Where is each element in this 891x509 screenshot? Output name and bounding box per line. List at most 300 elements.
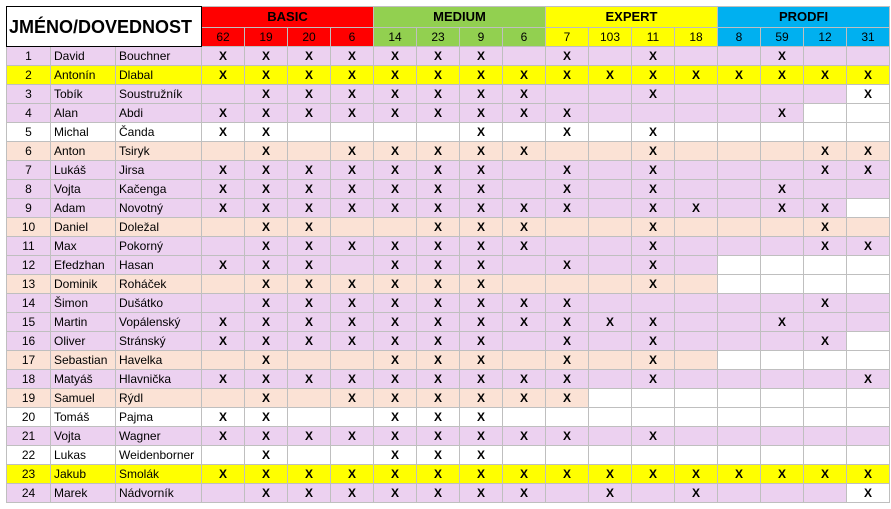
skill-cell: X	[460, 389, 503, 408]
skill-cell	[718, 180, 761, 199]
table-row	[7, 294, 890, 313]
skill-cell: X	[202, 123, 245, 142]
skill-code-basic: 19	[245, 28, 288, 47]
skill-cell	[675, 180, 718, 199]
skill-cell	[804, 180, 847, 199]
skill-cell: X	[546, 351, 589, 370]
skill-cell: X	[761, 104, 804, 123]
skill-cell	[804, 104, 847, 123]
skill-cell	[589, 408, 632, 427]
skill-cell: X	[331, 85, 374, 104]
skill-cell: X	[331, 427, 374, 446]
skill-cell	[761, 484, 804, 503]
skill-cell	[589, 85, 632, 104]
skill-cell: X	[374, 465, 417, 484]
skill-cell	[589, 275, 632, 294]
skill-cell	[847, 389, 890, 408]
table-row	[7, 142, 890, 161]
skill-cell: X	[632, 465, 675, 484]
skill-cell: X	[632, 199, 675, 218]
skill-cell: X	[460, 465, 503, 484]
skill-cell: X	[460, 332, 503, 351]
skill-cell	[675, 427, 718, 446]
skill-cell: X	[632, 351, 675, 370]
skill-cell: X	[417, 85, 460, 104]
skill-cell: X	[460, 294, 503, 313]
first-name: Šimon	[51, 294, 116, 313]
skill-cell: X	[589, 313, 632, 332]
skill-cell: X	[331, 275, 374, 294]
skill-cell	[675, 161, 718, 180]
skill-cell: X	[804, 465, 847, 484]
skill-cell	[675, 332, 718, 351]
skill-cell	[675, 256, 718, 275]
skill-cell: X	[675, 465, 718, 484]
skill-cell	[589, 237, 632, 256]
skill-cell	[675, 237, 718, 256]
skill-cell	[589, 142, 632, 161]
skill-cell: X	[546, 313, 589, 332]
skill-cell: X	[417, 161, 460, 180]
skill-code-basic: 62	[202, 28, 245, 47]
skill-cell	[589, 123, 632, 142]
skill-cell	[374, 218, 417, 237]
skill-cell: X	[675, 199, 718, 218]
skill-cell: X	[503, 427, 546, 446]
skill-cell: X	[632, 427, 675, 446]
skill-cell: X	[761, 199, 804, 218]
skill-cell	[288, 408, 331, 427]
skill-cell: X	[202, 313, 245, 332]
first-name: Matyáš	[51, 370, 116, 389]
skill-cell: X	[374, 275, 417, 294]
table-row	[7, 408, 890, 427]
table-title: JMÉNO/DOVEDNOST	[7, 7, 202, 47]
group-header-row	[7, 7, 890, 28]
skill-cell: X	[374, 85, 417, 104]
skill-cell: X	[546, 332, 589, 351]
skill-cell: X	[202, 66, 245, 85]
row-number: 5	[7, 123, 51, 142]
skill-cell: X	[632, 313, 675, 332]
skill-cell: X	[331, 142, 374, 161]
skill-cell	[589, 256, 632, 275]
last-name: Pajma	[116, 408, 202, 427]
skill-cell	[718, 446, 761, 465]
last-name: Vopálenský	[116, 313, 202, 332]
skill-cell	[331, 256, 374, 275]
last-name: Stránský	[116, 332, 202, 351]
skill-cell	[589, 351, 632, 370]
skill-cell: X	[288, 465, 331, 484]
skill-cell	[202, 237, 245, 256]
skill-cell: X	[202, 161, 245, 180]
skill-cell	[503, 332, 546, 351]
first-name: Alan	[51, 104, 116, 123]
row-number: 23	[7, 465, 51, 484]
skill-cell: X	[417, 465, 460, 484]
skill-cell	[589, 427, 632, 446]
skill-cell: X	[460, 104, 503, 123]
skill-cell	[589, 294, 632, 313]
skill-cell: X	[202, 256, 245, 275]
skill-cell	[761, 256, 804, 275]
skill-cell	[675, 85, 718, 104]
skill-cell: X	[546, 427, 589, 446]
skill-cell	[761, 85, 804, 104]
table-row	[7, 161, 890, 180]
skill-cell: X	[245, 104, 288, 123]
row-number: 3	[7, 85, 51, 104]
skill-cell: X	[245, 47, 288, 66]
skill-cell: X	[202, 47, 245, 66]
skill-cell: X	[245, 123, 288, 142]
skill-cell	[847, 351, 890, 370]
skill-cell: X	[546, 370, 589, 389]
row-number: 15	[7, 313, 51, 332]
skill-cell	[202, 85, 245, 104]
skill-cell: X	[546, 161, 589, 180]
last-name: Doležal	[116, 218, 202, 237]
skill-code-medium: 14	[374, 28, 417, 47]
skill-cell: X	[503, 199, 546, 218]
last-name: Havelka	[116, 351, 202, 370]
skill-cell: X	[675, 66, 718, 85]
skill-cell: X	[288, 161, 331, 180]
skill-cell: X	[288, 180, 331, 199]
skill-cell	[847, 123, 890, 142]
skill-cell: X	[503, 370, 546, 389]
skill-cell: X	[202, 180, 245, 199]
skill-cell	[761, 446, 804, 465]
skill-cell	[589, 370, 632, 389]
skill-cell	[503, 256, 546, 275]
skill-cell: X	[460, 123, 503, 142]
skill-cell: X	[374, 294, 417, 313]
skill-cell: X	[245, 294, 288, 313]
skill-cell	[804, 47, 847, 66]
skill-cell	[374, 123, 417, 142]
skill-cell	[632, 104, 675, 123]
skill-cell	[546, 237, 589, 256]
skill-cell: X	[847, 484, 890, 503]
skill-cell	[718, 332, 761, 351]
skill-cell: X	[202, 370, 245, 389]
skill-cell	[718, 408, 761, 427]
skill-cell	[331, 446, 374, 465]
skill-cell	[847, 218, 890, 237]
skill-cell	[847, 47, 890, 66]
skill-cell: X	[632, 85, 675, 104]
skill-cell: X	[288, 484, 331, 503]
skill-cell	[718, 484, 761, 503]
skill-cell: X	[245, 218, 288, 237]
skill-cell: X	[288, 294, 331, 313]
skill-cell: X	[632, 275, 675, 294]
skill-cell	[804, 123, 847, 142]
row-number: 20	[7, 408, 51, 427]
table-row	[7, 47, 890, 66]
skill-cell: X	[331, 237, 374, 256]
first-name: Michal	[51, 123, 116, 142]
skill-cell: X	[460, 199, 503, 218]
skill-cell: X	[460, 85, 503, 104]
skill-cell	[718, 294, 761, 313]
skill-cell: X	[288, 85, 331, 104]
skill-cell	[847, 446, 890, 465]
skill-cell: X	[245, 180, 288, 199]
skill-cell	[675, 104, 718, 123]
skill-cell	[589, 389, 632, 408]
skill-cell	[847, 104, 890, 123]
skill-code-medium: 6	[503, 28, 546, 47]
skill-cell: X	[288, 66, 331, 85]
skill-cell	[202, 275, 245, 294]
skill-cell	[331, 351, 374, 370]
skill-cell	[417, 123, 460, 142]
row-number: 17	[7, 351, 51, 370]
skill-cell	[503, 161, 546, 180]
skill-cell: X	[417, 351, 460, 370]
skill-cell: X	[460, 275, 503, 294]
skill-cell: X	[847, 237, 890, 256]
skill-cell: X	[632, 237, 675, 256]
skill-cell: X	[374, 351, 417, 370]
last-name: Čanda	[116, 123, 202, 142]
skill-cell: X	[245, 370, 288, 389]
skill-cell: X	[245, 237, 288, 256]
skill-cell	[503, 351, 546, 370]
skill-cell	[761, 123, 804, 142]
skill-cell: X	[503, 465, 546, 484]
skill-cell: X	[761, 313, 804, 332]
first-name: Samuel	[51, 389, 116, 408]
skill-cell	[761, 237, 804, 256]
last-name: Abdi	[116, 104, 202, 123]
skill-cell: X	[460, 66, 503, 85]
first-name: Oliver	[51, 332, 116, 351]
skill-cell: X	[503, 142, 546, 161]
skill-cell: X	[245, 389, 288, 408]
skill-cell	[503, 180, 546, 199]
skill-code-basic: 6	[331, 28, 374, 47]
skill-cell: X	[546, 47, 589, 66]
skill-cell: X	[374, 142, 417, 161]
skill-code-prodfi: 31	[847, 28, 890, 47]
skill-cell: X	[460, 351, 503, 370]
skill-cell: X	[417, 275, 460, 294]
table-row	[7, 66, 890, 85]
skill-cell	[202, 294, 245, 313]
first-name: Tomáš	[51, 408, 116, 427]
skill-cell	[589, 446, 632, 465]
group-medium: MEDIUM	[374, 7, 546, 28]
table-row	[7, 465, 890, 484]
skill-cell: X	[417, 142, 460, 161]
skill-cell	[546, 142, 589, 161]
skill-cell	[761, 161, 804, 180]
skill-cell: X	[460, 180, 503, 199]
skill-cell: X	[460, 313, 503, 332]
skill-cell: X	[245, 85, 288, 104]
skill-cell	[847, 313, 890, 332]
skill-cell: X	[417, 389, 460, 408]
skill-code-expert: 11	[632, 28, 675, 47]
first-name: Max	[51, 237, 116, 256]
skill-cell	[546, 446, 589, 465]
skill-cell: X	[288, 370, 331, 389]
skill-cell	[718, 237, 761, 256]
row-number: 16	[7, 332, 51, 351]
skill-cell: X	[417, 427, 460, 446]
skill-cell	[503, 275, 546, 294]
skill-cell	[847, 256, 890, 275]
first-name: Sebastian	[51, 351, 116, 370]
skill-cell: X	[417, 218, 460, 237]
table-row	[7, 389, 890, 408]
skill-cell: X	[374, 256, 417, 275]
last-name: Roháček	[116, 275, 202, 294]
skill-cell	[804, 370, 847, 389]
skill-cell: X	[202, 427, 245, 446]
skill-cell	[847, 408, 890, 427]
skill-cell	[804, 275, 847, 294]
skill-cell: X	[202, 199, 245, 218]
skill-cell: X	[331, 104, 374, 123]
skill-cell: X	[245, 66, 288, 85]
skill-cell: X	[632, 332, 675, 351]
skill-cell	[761, 294, 804, 313]
skill-cell	[675, 370, 718, 389]
skill-cell	[718, 256, 761, 275]
skill-cell: X	[374, 446, 417, 465]
skill-cell: X	[374, 199, 417, 218]
skill-cell: X	[589, 465, 632, 484]
skill-cell: X	[804, 294, 847, 313]
first-name: Lukas	[51, 446, 116, 465]
skill-cell	[589, 199, 632, 218]
skill-cell	[503, 446, 546, 465]
skill-cell: X	[632, 161, 675, 180]
skill-cell: X	[245, 351, 288, 370]
first-name: Daniel	[51, 218, 116, 237]
skill-cell	[675, 142, 718, 161]
skill-cell: X	[804, 66, 847, 85]
last-name: Kačenga	[116, 180, 202, 199]
first-name: Adam	[51, 199, 116, 218]
first-name: David	[51, 47, 116, 66]
skill-cell	[761, 275, 804, 294]
skill-cell: X	[804, 161, 847, 180]
group-expert: EXPERT	[546, 7, 718, 28]
skill-cell: X	[417, 237, 460, 256]
table-row	[7, 332, 890, 351]
skill-cell	[761, 389, 804, 408]
skill-cell: X	[503, 85, 546, 104]
skill-cell	[761, 142, 804, 161]
skill-cell: X	[202, 104, 245, 123]
skill-cell	[546, 484, 589, 503]
table-row	[7, 85, 890, 104]
skill-cell: X	[245, 332, 288, 351]
skill-cell: X	[245, 161, 288, 180]
skill-cell: X	[331, 389, 374, 408]
row-number: 14	[7, 294, 51, 313]
skill-cell: X	[374, 180, 417, 199]
skill-cell: X	[331, 199, 374, 218]
skill-cell	[804, 408, 847, 427]
skill-cell: X	[632, 123, 675, 142]
last-name: Rýdl	[116, 389, 202, 408]
row-number: 12	[7, 256, 51, 275]
skill-cell: X	[460, 256, 503, 275]
table-row	[7, 199, 890, 218]
skill-cell: X	[503, 237, 546, 256]
skill-cell	[847, 294, 890, 313]
skill-cell: X	[417, 370, 460, 389]
last-name: Dušátko	[116, 294, 202, 313]
skill-code-medium: 23	[417, 28, 460, 47]
skill-cell: X	[245, 408, 288, 427]
skill-cell	[675, 351, 718, 370]
skill-cell: X	[374, 47, 417, 66]
skill-cell	[804, 313, 847, 332]
skill-cell: X	[331, 180, 374, 199]
skill-cell: X	[460, 237, 503, 256]
skill-cell: X	[417, 180, 460, 199]
skill-cell	[675, 218, 718, 237]
skill-cell	[761, 370, 804, 389]
skill-cell	[503, 47, 546, 66]
skill-cell: X	[847, 142, 890, 161]
last-name: Novotný	[116, 199, 202, 218]
skill-cell	[761, 351, 804, 370]
last-name: Pokorný	[116, 237, 202, 256]
skill-code-expert: 7	[546, 28, 589, 47]
skill-cell: X	[546, 294, 589, 313]
skill-cell: X	[245, 275, 288, 294]
skill-cell: X	[460, 484, 503, 503]
skill-cell: X	[288, 47, 331, 66]
skill-cell: X	[632, 256, 675, 275]
skill-cell: X	[546, 104, 589, 123]
skills-table	[6, 6, 890, 503]
row-number: 19	[7, 389, 51, 408]
row-number: 13	[7, 275, 51, 294]
skill-cell: X	[202, 332, 245, 351]
skill-cell	[546, 85, 589, 104]
last-name: Dlabal	[116, 66, 202, 85]
group-basic: BASIC	[202, 7, 374, 28]
first-name: Lukáš	[51, 161, 116, 180]
skill-cell: X	[460, 161, 503, 180]
row-number: 9	[7, 199, 51, 218]
row-number: 1	[7, 47, 51, 66]
skill-cell: X	[847, 85, 890, 104]
skill-cell: X	[546, 180, 589, 199]
skill-cell: X	[503, 218, 546, 237]
skill-cell: X	[331, 66, 374, 85]
row-number: 22	[7, 446, 51, 465]
skill-cell	[718, 427, 761, 446]
skill-cell: X	[374, 104, 417, 123]
skill-cell	[288, 142, 331, 161]
skill-cell: X	[374, 237, 417, 256]
skill-cell: X	[245, 199, 288, 218]
skill-cell: X	[718, 465, 761, 484]
skill-cell	[331, 123, 374, 142]
skill-cell: X	[761, 465, 804, 484]
